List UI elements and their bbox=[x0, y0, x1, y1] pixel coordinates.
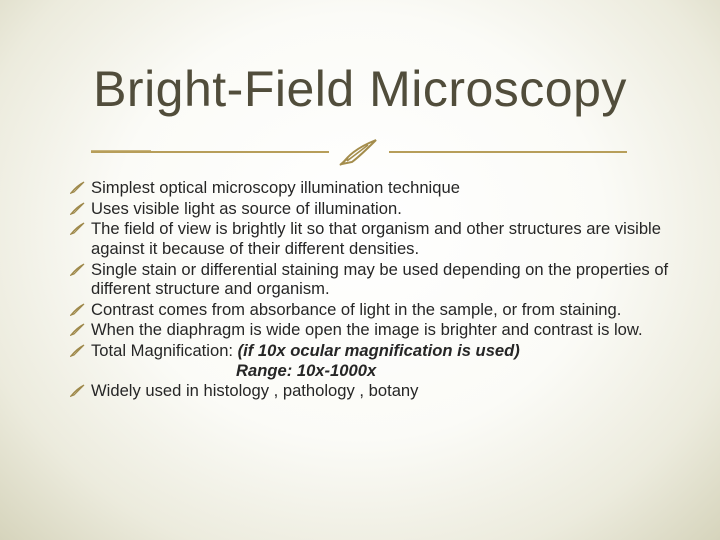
bullet-list bbox=[70, 178, 690, 402]
bullet-item bbox=[70, 341, 690, 380]
magnification-range: Range: 10x-1000x bbox=[236, 360, 377, 380]
bullet-item bbox=[70, 300, 690, 320]
quill-pen-icon bbox=[338, 138, 380, 166]
bullet-text: Single stain or differential staining may be used depending on the properties of different structure and organism. bbox=[91, 259, 669, 299]
title-divider-left bbox=[91, 151, 329, 153]
bullet-text: Widely used in histology , pathology , botany bbox=[91, 381, 419, 401]
quill-pen-icon bbox=[70, 202, 85, 215]
quill-pen-icon bbox=[70, 263, 85, 276]
bullet-item bbox=[70, 219, 690, 258]
quill-pen-icon bbox=[70, 384, 85, 397]
bullet-item bbox=[70, 199, 690, 219]
bullet-item bbox=[70, 381, 690, 401]
quill-pen-icon bbox=[70, 303, 85, 316]
quill-pen-icon bbox=[70, 181, 85, 194]
bullet-text: Total Magnification: bbox=[91, 341, 238, 361]
quill-pen-icon bbox=[70, 222, 85, 235]
bullet-text: Uses visible light as source of illumination. bbox=[91, 198, 402, 218]
bullet-text: Simplest optical microscopy illumination technique bbox=[91, 178, 460, 197]
bullet-item bbox=[70, 260, 690, 299]
bullet-text: The field of view is brightly lit so that organism and other structures are visible against it because of their different densities. bbox=[91, 219, 661, 258]
title-divider-right bbox=[389, 151, 627, 153]
bullet-text: Contrast comes from absorbance of light in the sample, or from staining. bbox=[91, 299, 622, 319]
bullet-emphasis: (if 10x ocular magnification is used) bbox=[237, 341, 520, 361]
slide-title: Bright-Field Microscopy bbox=[93, 61, 627, 117]
bullet-item bbox=[70, 320, 690, 340]
quill-pen-icon bbox=[70, 323, 85, 336]
quill-pen-icon bbox=[70, 344, 85, 357]
bullet-item bbox=[70, 178, 690, 198]
bullet-text: When the diaphragm is wide open the image is brighter and contrast is low. bbox=[91, 320, 643, 340]
